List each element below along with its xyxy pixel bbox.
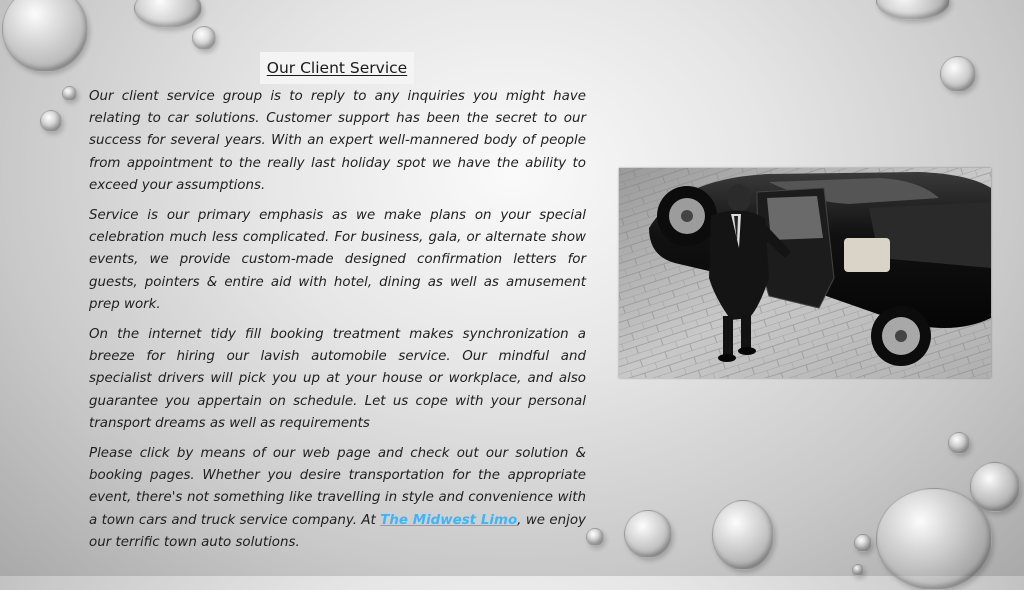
water-drop (940, 56, 976, 92)
paragraph-4-before-link: Please click by means of our web page and check out our solution & booking pages. Whether you desire transportation for the appropriate event, there's not something like travelling in style and convenience with a town cars and truck service company. At (89, 446, 586, 528)
water-drop (62, 86, 77, 101)
paragraph-4-after-link: , we enjoy our terrific town auto solutions. (89, 512, 586, 550)
paragraph-3: On the internet tidy fill booking treatment makes synchronization a breeze for hiring our lavish automobile service. Our mindful and specialist drivers will pick you up at your house or workplace, and also guarantee you appertain on schedule. Let us cope with your personal transport dreams as well as requirements (89, 327, 586, 431)
water-drop (852, 564, 864, 576)
paragraph-4 (89, 443, 586, 554)
water-drop (624, 510, 672, 558)
paragraph-2: Service is our primary emphasis as we make plans on your special celebration much less complicated. For business, gala, or alternate show events, we provide custom-made designed confirmation letters for guests, pointers & entire aid with hotel, dining as well as amusement prep work. (89, 208, 586, 312)
water-drop (854, 534, 872, 552)
slide-title (260, 52, 414, 84)
chauffeur-car-photo (619, 168, 991, 378)
midwest-limo-link[interactable]: The Midwest Limo (380, 512, 518, 528)
water-drop (586, 528, 604, 546)
water-drop (876, 0, 950, 20)
chauffeur-car-image (619, 168, 991, 378)
paragraph-1: Our client service group is to reply to any inquiries you might have relating to car solutions. Customer support has been the secret to our success for several years. With an expert well-mannered body of people from appointment to the really last holiday spot we have the ability to exceed your assumptions. (89, 89, 586, 193)
water-drop (876, 488, 992, 590)
slide-title-text: Our Client Service (266, 59, 408, 77)
body-text (89, 86, 586, 562)
water-drop (40, 110, 62, 132)
water-drop (2, 0, 88, 72)
water-drop (192, 26, 216, 50)
water-drop (948, 432, 970, 454)
water-drop (712, 500, 774, 570)
water-drop (134, 0, 202, 28)
